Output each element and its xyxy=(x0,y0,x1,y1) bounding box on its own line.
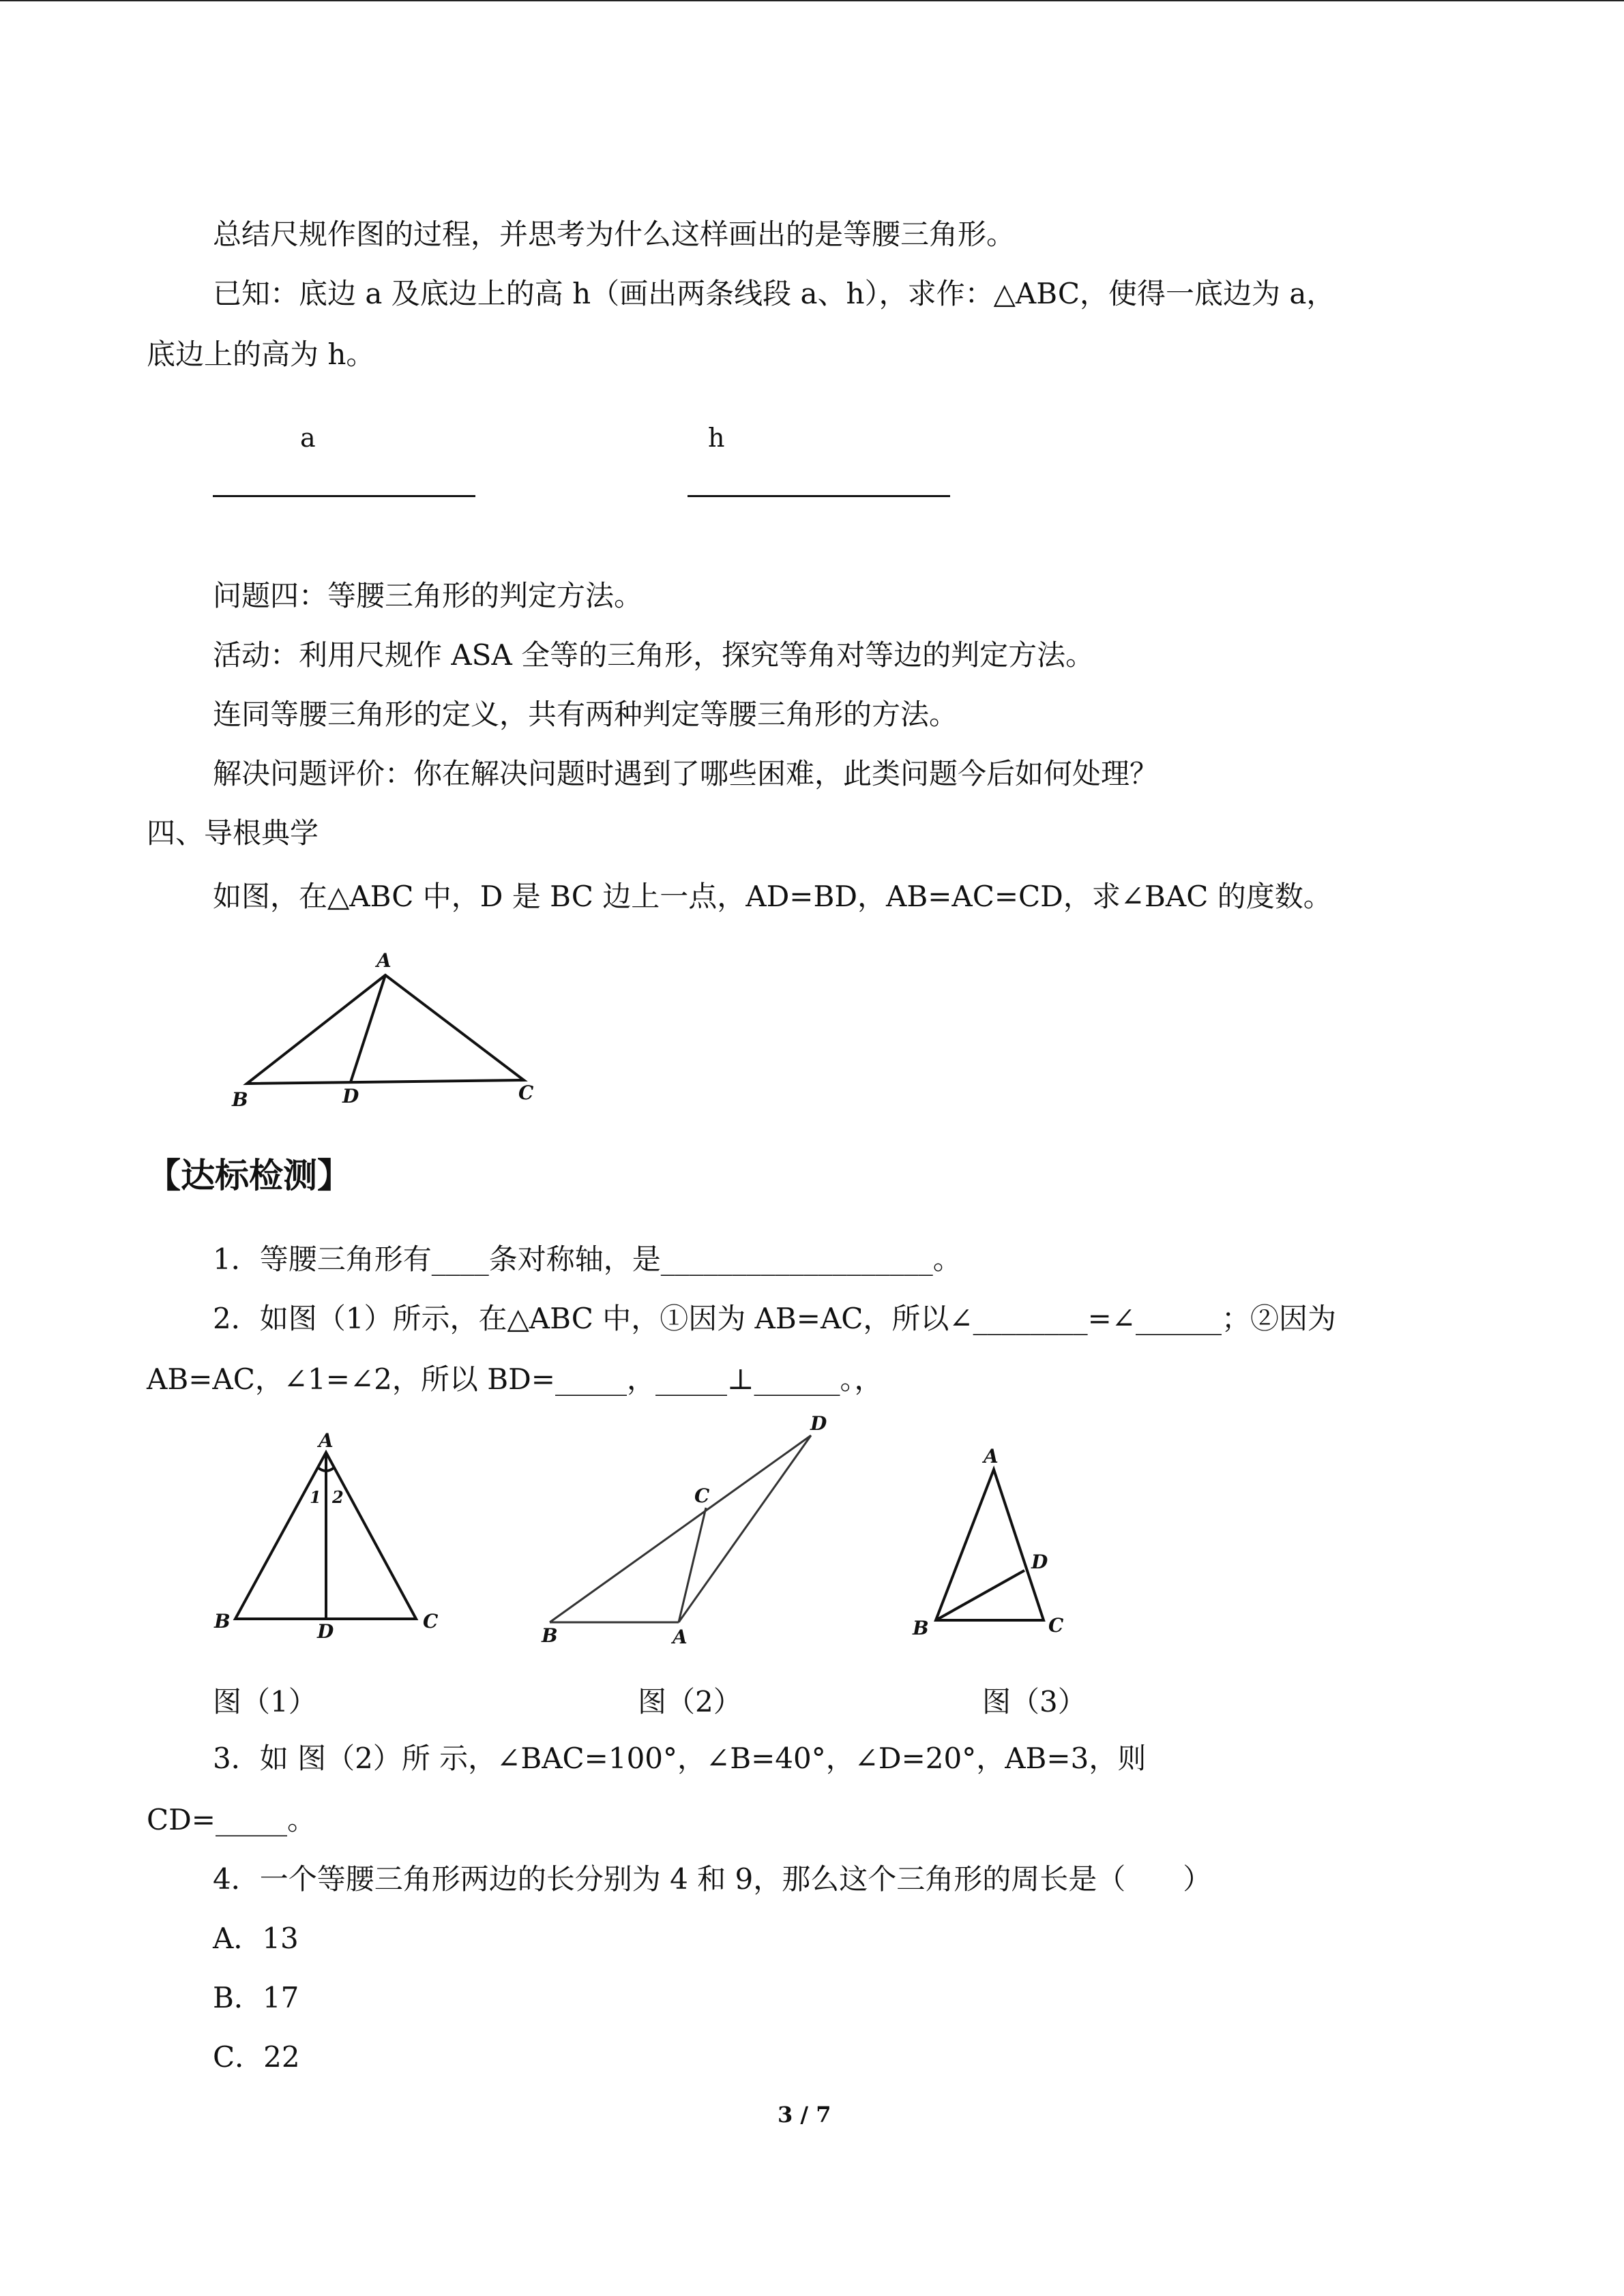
figure-2-caption: 图（2） xyxy=(638,1685,742,1718)
methods-text: 连同等腰三角形的定义，共有两种判定等腰三角形的方法。 xyxy=(213,698,958,731)
fig2-label-b: B xyxy=(542,1624,558,1647)
fig2-label-c: C xyxy=(694,1485,710,1507)
summary-text: 总结尺规作图的过程，并思考为什么这样画出的是等腰三角形。 xyxy=(213,218,1016,251)
exercise-3-line-2: CD=_____。 xyxy=(147,1803,316,1836)
section-four-heading: 四、导根典学 xyxy=(147,816,319,850)
figure-1-caption: 图（1） xyxy=(213,1685,317,1718)
fig2-label-a: A xyxy=(673,1626,688,1648)
fig1-label-b: B xyxy=(214,1610,231,1632)
fig3-segment-bd xyxy=(936,1570,1024,1620)
example-label-d: D xyxy=(342,1085,359,1107)
fig3-label-d: D xyxy=(1031,1551,1048,1573)
segment-a-label: a xyxy=(300,423,316,453)
dabiao-heading: 【达标检测】 xyxy=(147,1156,351,1195)
fig2-label-d: D xyxy=(810,1412,827,1435)
fig1-angle-1-label: 1 xyxy=(310,1487,321,1507)
exercise-3-line-1: 3．如 图（2）所 示，∠BAC=100°，∠B=40°，∠D=20°，AB=3，则 xyxy=(213,1742,1147,1775)
exercise-2-line-2: AB=AC，∠1=∠2，所以 BD=_____，_____⊥______。， xyxy=(147,1362,883,1396)
option-a: A．13 xyxy=(213,1922,299,1955)
segment-h-label: h xyxy=(708,423,725,453)
given-text-1: 已知：底边 a 及底边上的高 h（画出两条线段 a、h），求作：△ABC，使得一底边为 a， xyxy=(213,277,1335,310)
given-text-2: 底边上的高为 h。 xyxy=(147,338,375,371)
evaluation-text: 解决问题评价：你在解决问题时遇到了哪些困难，此类问题今后如何处理？ xyxy=(213,757,1159,790)
exercise-4: 4．一个等腰三角形两边的长分别为 4 和 9，那么这个三角形的周长是（ ） xyxy=(213,1862,1212,1896)
activity-text: 活动：利用尺规作 ASA 全等的三角形，探究等角对等边的判定方法。 xyxy=(213,638,1095,672)
page-number: 3 / 7 xyxy=(778,2102,831,2128)
option-c: C．22 xyxy=(213,2040,300,2074)
example-label-b: B xyxy=(232,1088,248,1111)
option-b: B．17 xyxy=(213,1981,299,2014)
fig3-label-b: B xyxy=(913,1617,929,1639)
fig1-label-d: D xyxy=(317,1620,334,1643)
example-label-c: C xyxy=(518,1082,534,1104)
fig3-label-c: C xyxy=(1048,1614,1064,1637)
question-four-title: 问题四：等腰三角形的判定方法。 xyxy=(213,579,643,612)
fig3-triangle-outline xyxy=(936,1470,1044,1620)
fig1-angle-2-label: 2 xyxy=(332,1487,344,1507)
fig3-label-a: A xyxy=(984,1445,999,1467)
exercise-2-line-1: 2．如图（1）所示，在△ABC 中，①因为 AB=AC，所以∠________=∠______；②因为 xyxy=(213,1302,1336,1335)
fig1-label-a: A xyxy=(319,1429,334,1452)
fig1-label-c: C xyxy=(423,1610,439,1632)
figure-3-caption: 图（3） xyxy=(982,1685,1087,1718)
example-label-a: A xyxy=(377,949,392,972)
exercise-1: 1．等腰三角形有____条对称轴，是___________________。 xyxy=(213,1242,962,1276)
example-problem: 如图，在△ABC 中，D 是 BC 边上一点，AD=BD，AB=AC=CD，求∠BAC 的度数。 xyxy=(213,880,1332,913)
